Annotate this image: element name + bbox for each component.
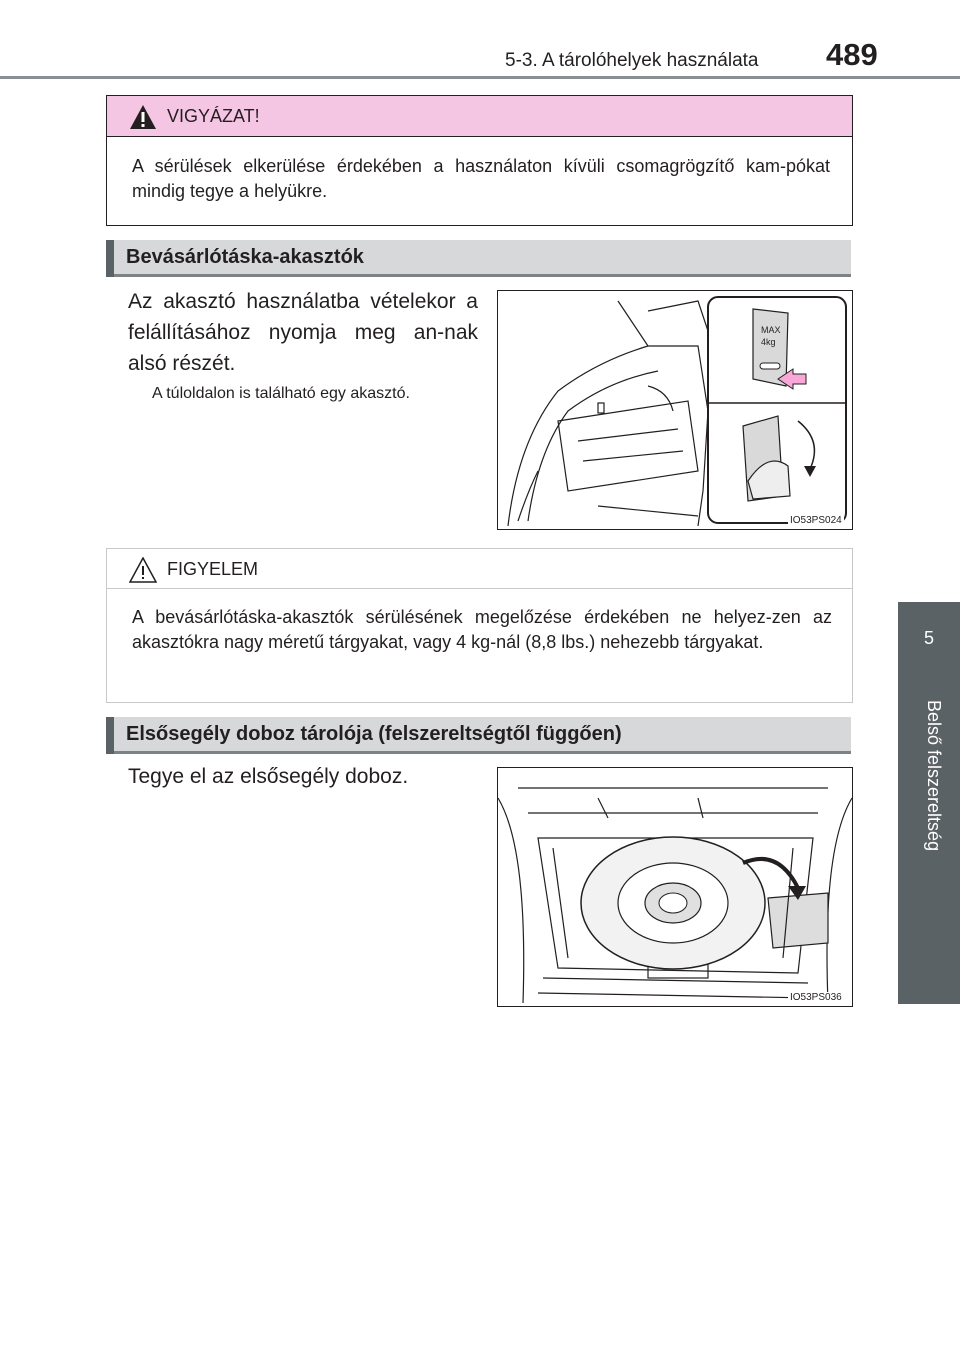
caution-title: VIGYÁZAT! (167, 106, 260, 126)
page-number: 489 (826, 37, 878, 72)
notice-header (107, 549, 852, 589)
hook-max-label: MAX (761, 325, 781, 335)
hook-weight-label: 4kg (761, 337, 776, 347)
section1-body: Az akasztó használatba vételekor a felállításához nyomja meg an-nak alsó részét. (128, 290, 478, 375)
section-heading-shopping-hooks (106, 240, 851, 277)
notice-box (106, 548, 853, 703)
section-heading-label: Bevásárlótáska-akasztók (126, 246, 364, 268)
spare-tire-illustration (498, 768, 852, 1006)
notice-title: FIGYELEM (167, 559, 259, 579)
notice-text: A bevásárlótáska-akasztók sérülésének megelőzése érdekében ne helyez-zen az akasztókra nagy méretű tárgyakat, vagy 4 kg-nál (8,8 lbs.) nehezebb tárgyakat. (132, 607, 832, 652)
warning-triangle-icon (129, 104, 157, 130)
section-heading-label: Elsősegély doboz tárolója (felszereltségtől függően) (126, 723, 622, 745)
caution-box (106, 95, 853, 226)
chapter-label: Belső felszereltség (924, 700, 944, 852)
figure-shopping-hook (497, 290, 853, 530)
section-heading-first-aid (106, 717, 851, 754)
caution-header (107, 96, 852, 137)
section2-body: Tegye el az elsősegély doboz. (128, 765, 409, 788)
figure-first-aid-storage (497, 767, 853, 1007)
header-rule (0, 76, 960, 79)
trunk-illustration (498, 291, 852, 529)
figure-code: IO53PS024 (790, 515, 842, 526)
header-section-title: 5-3. A tárolóhelyek használata (505, 50, 759, 71)
figure-code: IO53PS036 (790, 992, 842, 1003)
chapter-tab[interactable] (898, 602, 960, 684)
chapter-number: 5 (923, 628, 934, 648)
section1-note: A túloldalon is található egy akasztó. (152, 385, 410, 402)
caution-triangle-icon (129, 557, 157, 583)
caution-text: A sérülések elkerülése érdekében a használaton kívüli csomagrögzítő kam-pókat mindig tegye a helyükre. (132, 156, 830, 201)
